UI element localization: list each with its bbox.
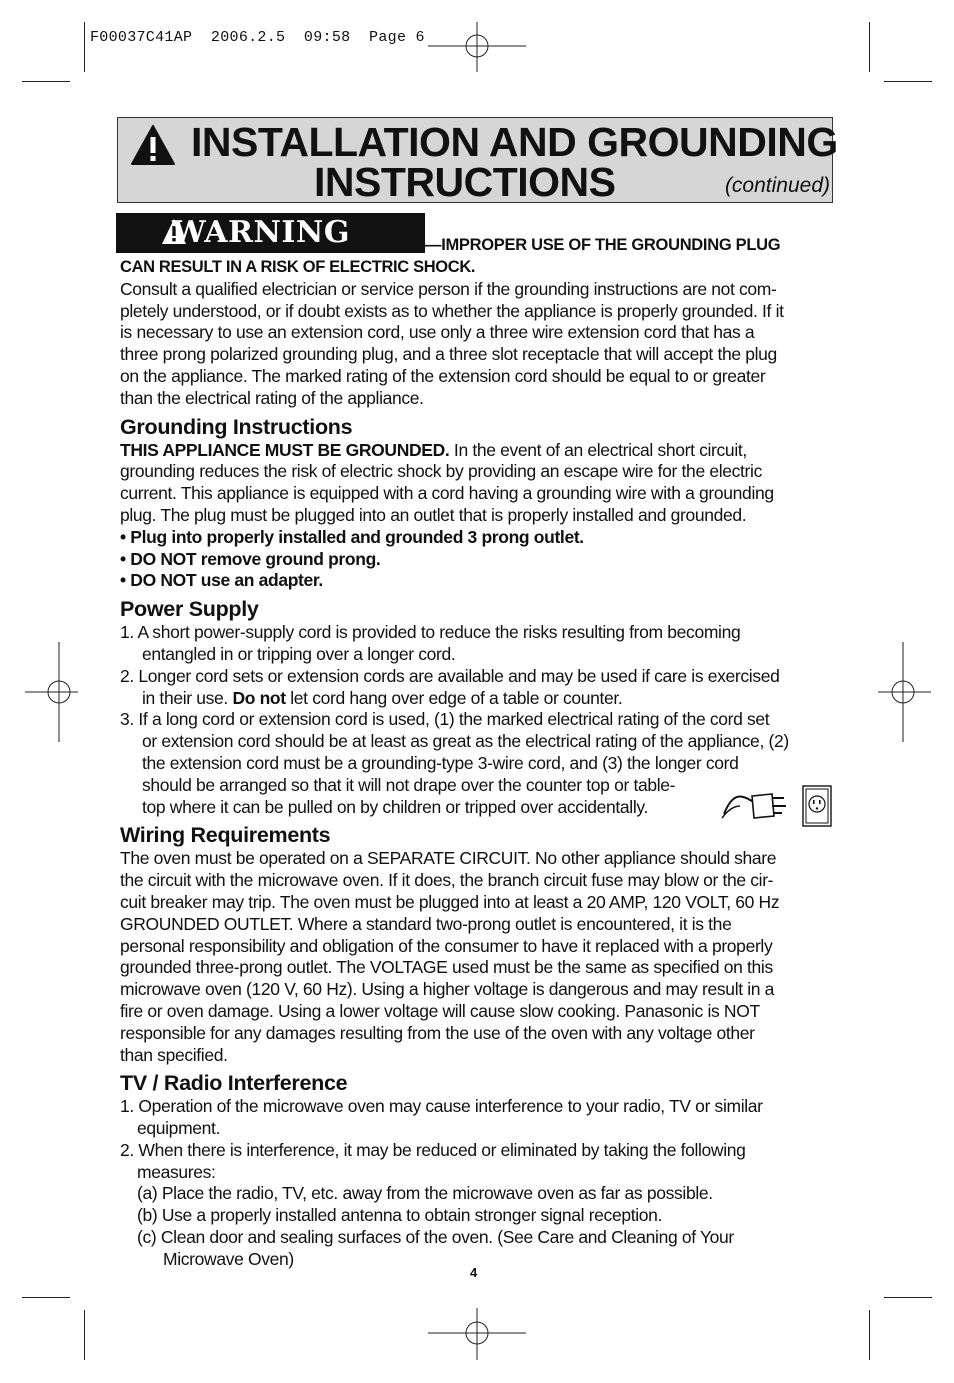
text-line: current. This appliance is equipped with a cord having a grounding wire with a grounding [120, 483, 774, 504]
crop-mark [84, 22, 85, 72]
power-item-2-bold: Do not [232, 687, 286, 708]
grounding-bullet: • DO NOT use an adapter. [120, 570, 323, 591]
tv-item-1-cont: equipment. [137, 1118, 221, 1139]
tv-item-1: 1. Operation of the microwave oven may cause interference to your radio, TV or similar [120, 1096, 763, 1117]
crop-mark [22, 1297, 70, 1298]
text-line: plug. The plug must be plugged into an outlet that is properly installed and grounded. [120, 504, 747, 525]
text-line: Consult a qualified electrician or service person if the grounding instructions are not com- [120, 278, 777, 299]
text-line: grounded three-prong outlet. The VOLTAGE used must be the same as specified on this [120, 957, 773, 978]
text-line: than the electrical rating of the appliance. [120, 387, 424, 408]
warning-text: WARNING [172, 215, 350, 250]
power-item-3-cont: should be arranged so that it will not drape over the counter top or table- [142, 774, 676, 795]
text-line: pletely understood, or if doubt exists as to whether the appliance is properly grounded. If it [120, 300, 784, 321]
crop-mark [869, 1310, 870, 1360]
grounding-lead-rest: In the event of an electrical short circuit, [449, 439, 747, 460]
grounded-plug-outlet-illustration [714, 784, 836, 828]
tv-item-2-cont: measures: [137, 1161, 216, 1182]
tv-subitem-b: (b) Use a properly installed antenna to obtain stronger signal reception. [137, 1205, 663, 1226]
power-item-3-cont: top where it can be pulled on by children or tripped over accidentally. [142, 796, 648, 817]
main-content [120, 257, 832, 1271]
power-item-2-text-b: let cord hang over edge of a table or counter. [285, 687, 623, 708]
grounding-heading: Grounding Instructions [120, 414, 353, 439]
text-line: three prong polarized grounding plug, and a three slot receptacle that will accept the plug [120, 344, 777, 365]
crop-mark [84, 1310, 85, 1360]
grounding-bullet: • Plug into properly installed and grounded 3 prong outlet. [120, 526, 584, 547]
text-line: personal responsibility and obligation of the consumer to have it replaced with a properly [120, 935, 773, 956]
grounding-lead-bold: THIS APPLIANCE MUST BE GROUNDED. [120, 439, 450, 460]
grounding-lead [120, 440, 832, 462]
warning-label [116, 213, 425, 253]
text-line: The oven must be operated on a SEPARATE CIRCUIT. No other appliance should share [120, 848, 777, 869]
warning-headline-part2: CAN RESULT IN A RISK OF ELECTRIC SHOCK. [120, 258, 476, 276]
tv-radio-heading: TV / Radio Interference [120, 1071, 348, 1096]
crop-mark [884, 1297, 932, 1298]
power-item-3-cont: or extension cord should be at least as great as the electrical rating of the appliance, (2) [142, 731, 789, 752]
tv-subitem-c-cont: Microwave Oven) [163, 1248, 294, 1269]
text-line: the circuit with the microwave oven. If it does, the branch circuit fuse may blow or the cir- [120, 870, 774, 891]
warning-headline-part1: —IMPROPER USE OF THE GROUNDING PLUG [425, 236, 781, 254]
text-line: grounding reduces the risk of electric shock by providing an escape wire for the electric [120, 461, 762, 482]
alert-triangle-icon [130, 124, 176, 166]
continued-label: (continued) [724, 174, 830, 197]
registration-mark-top [428, 16, 526, 76]
text-line: is necessary to use an extension cord, use only a three wire extension cord that has a [120, 322, 755, 343]
crop-mark [869, 22, 870, 72]
registration-mark-left [20, 642, 80, 742]
registration-mark-right [876, 642, 936, 742]
power-item-2-text-a: in their use. [142, 687, 233, 708]
power-item-3: 3. If a long cord or extension cord is used, (1) the marked electrical rating of the cord set [120, 709, 770, 730]
text-line: responsible for any damages resulting from the use of the oven with any voltage other [120, 1022, 755, 1043]
power-supply-heading: Power Supply [120, 597, 259, 622]
text-line: than specified. [120, 1044, 228, 1065]
crop-mark [22, 81, 70, 82]
title-box [117, 117, 838, 205]
registration-mark-bottom [428, 1304, 526, 1364]
page-number: 4 [470, 1265, 478, 1280]
text-line: GROUNDED OUTLET. Where a standard two-prong outlet is encountered, it is the [120, 913, 732, 934]
tv-subitem-a: (a) Place the radio, TV, etc. away from the microwave oven as far as possible. [137, 1183, 713, 1204]
power-item-2-cont [120, 688, 832, 710]
page-title-line2: INSTRUCTIONS [314, 159, 616, 205]
warning-body [120, 279, 832, 410]
power-item-3-cont: the extension cord must be a grounding-type 3-wire cord, and (3) the longer cord [142, 752, 739, 773]
crop-mark [884, 81, 932, 82]
text-line: microwave oven (120 V, 60 Hz). Using a higher voltage is dangerous and may result in a [120, 979, 775, 1000]
text-line: on the appliance. The marked rating of the extension cord should be equal to or greater [120, 365, 766, 386]
grounding-bullet: • DO NOT remove ground prong. [120, 548, 381, 569]
text-line: cuit breaker may trip. The oven must be plugged into at least a 20 AMP, 120 VOLT, 60 Hz [120, 891, 780, 912]
power-item-2: 2. Longer cord sets or extension cords are available and may be used if care is exercised [120, 665, 780, 686]
power-item-1: 1. A short power-supply cord is provided to reduce the risks resulting from becoming [120, 622, 741, 643]
tv-item-2: 2. When there is interference, it may be reduced or eliminated by taking the following [120, 1139, 746, 1160]
power-item-1-cont: entangled in or tripping over a longer cord. [142, 643, 456, 664]
page-title-line1: INSTALLATION AND GROUNDING [191, 119, 838, 165]
tv-subitem-c: (c) Clean door and sealing surfaces of the oven. (See Care and Cleaning of Your [137, 1227, 734, 1248]
printer-slug: F00037C41AP 2006.2.5 09:58 Page 6 [90, 29, 425, 46]
text-line: fire or oven damage. Using a lower voltage will cause slow cooking. Panasonic is NOT [120, 1000, 760, 1021]
wiring-heading: Wiring Requirements [120, 823, 331, 848]
